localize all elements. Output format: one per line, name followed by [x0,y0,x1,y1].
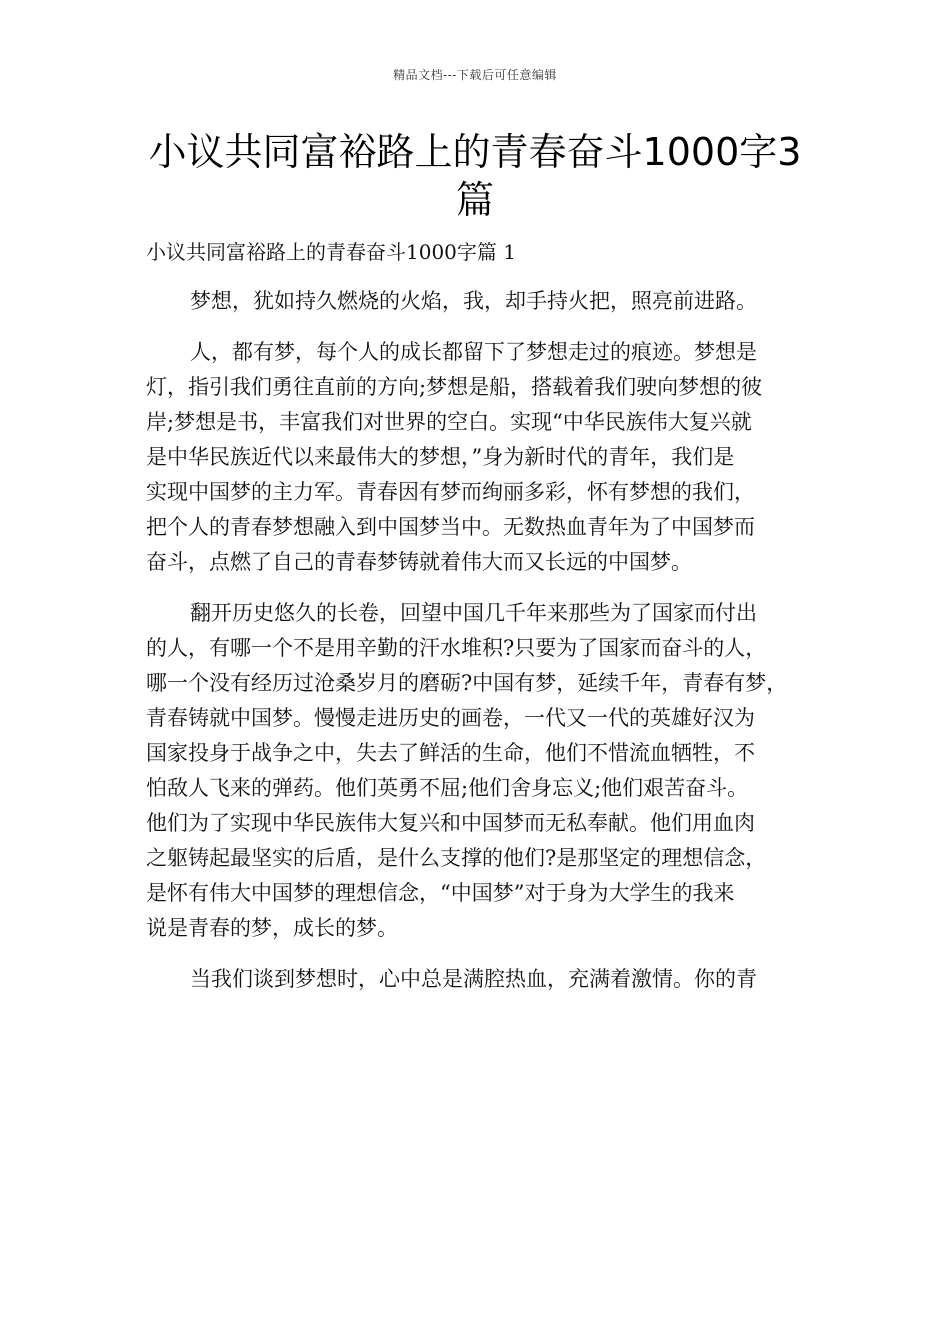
paragraph-line: 灯，指引我们勇往直前的方向;梦想是船，搭载着我们驶向梦想的彼 [146,375,763,399]
paragraph [146,284,810,319]
paragraph-line: 实现中国梦的主力军。青春因有梦而绚丽多彩，怀有梦想的我们， [146,480,755,504]
paragraph-line: 哪一个没有经历过沧桑岁月的磨砺?中国有梦，延续千年，青春有梦， [146,671,788,695]
paragraph-line: 怕敌人飞来的弹药。他们英勇不屈;他们舍身忘义;他们艰苦奋斗。 [146,776,749,800]
paragraph-line: 青春铸就中国梦。慢慢走进历史的画卷，一代又一代的英雄好汉为 [146,706,755,730]
title-line-1: 小议共同富裕路上的青春奋斗1000字3 [148,130,802,174]
section-subtitle: 小议共同富裕路上的青春奋斗1000字篇 1 [146,240,516,264]
paragraph-line: 说是青春的梦，成长的梦。 [146,916,398,940]
paragraph-line: 奋斗，点燃了自己的青春梦铸就着伟大而又长远的中国梦。 [146,550,692,574]
paragraph-line: 人，都有梦，每个人的成长都留下了梦想走过的痕迹。梦想是 [190,340,757,364]
paragraph-line: 国家投身于战争之中，失去了鲜活的生命，他们不惜流血牺牲，不 [146,741,755,765]
paragraph-line: 是怀有伟大中国梦的理想信念，“中国梦”对于身为大学生的我来 [146,881,735,905]
paragraph-line: 是中华民族近代以来最伟大的梦想，”身为新时代的青年，我们是 [146,445,735,469]
paragraph-line: 翻开历史悠久的长卷，回望中国几千年来那些为了国家而付出 [190,601,757,625]
paragraph-line: 把个人的青春梦想融入到中国梦当中。无数热血青年为了中国梦而 [146,515,755,539]
paragraph-line: 之躯铸起最坚实的后盾，是什么支撑的他们?是那坚定的理想信念， [146,846,767,870]
page-header: 精品文档---下载后可任意编辑 [393,68,557,82]
title-line-2: 篇 [455,178,494,222]
paragraph [146,962,810,997]
paragraph [146,335,810,580]
paragraph-line: 他们为了实现中华民族伟大复兴和中国梦而无私奉献。他们用血肉 [146,811,755,835]
paragraph-line: 的人，有哪一个不是用辛勤的汗水堆积?只要为了国家而奋斗的人， [146,636,767,660]
paragraph-line: 梦想，犹如持久燃烧的火焰，我，却手持火把，照亮前进路。 [190,289,757,313]
document-title [120,128,830,224]
paragraph-line: 当我们谈到梦想时，心中总是满腔热血，充满着激情。你的青 [190,967,757,991]
paragraph [146,596,810,946]
document-body [146,284,810,1013]
paragraph-line: 岸;梦想是书，丰富我们对世界的空白。实现“中华民族伟大复兴就 [146,410,752,434]
